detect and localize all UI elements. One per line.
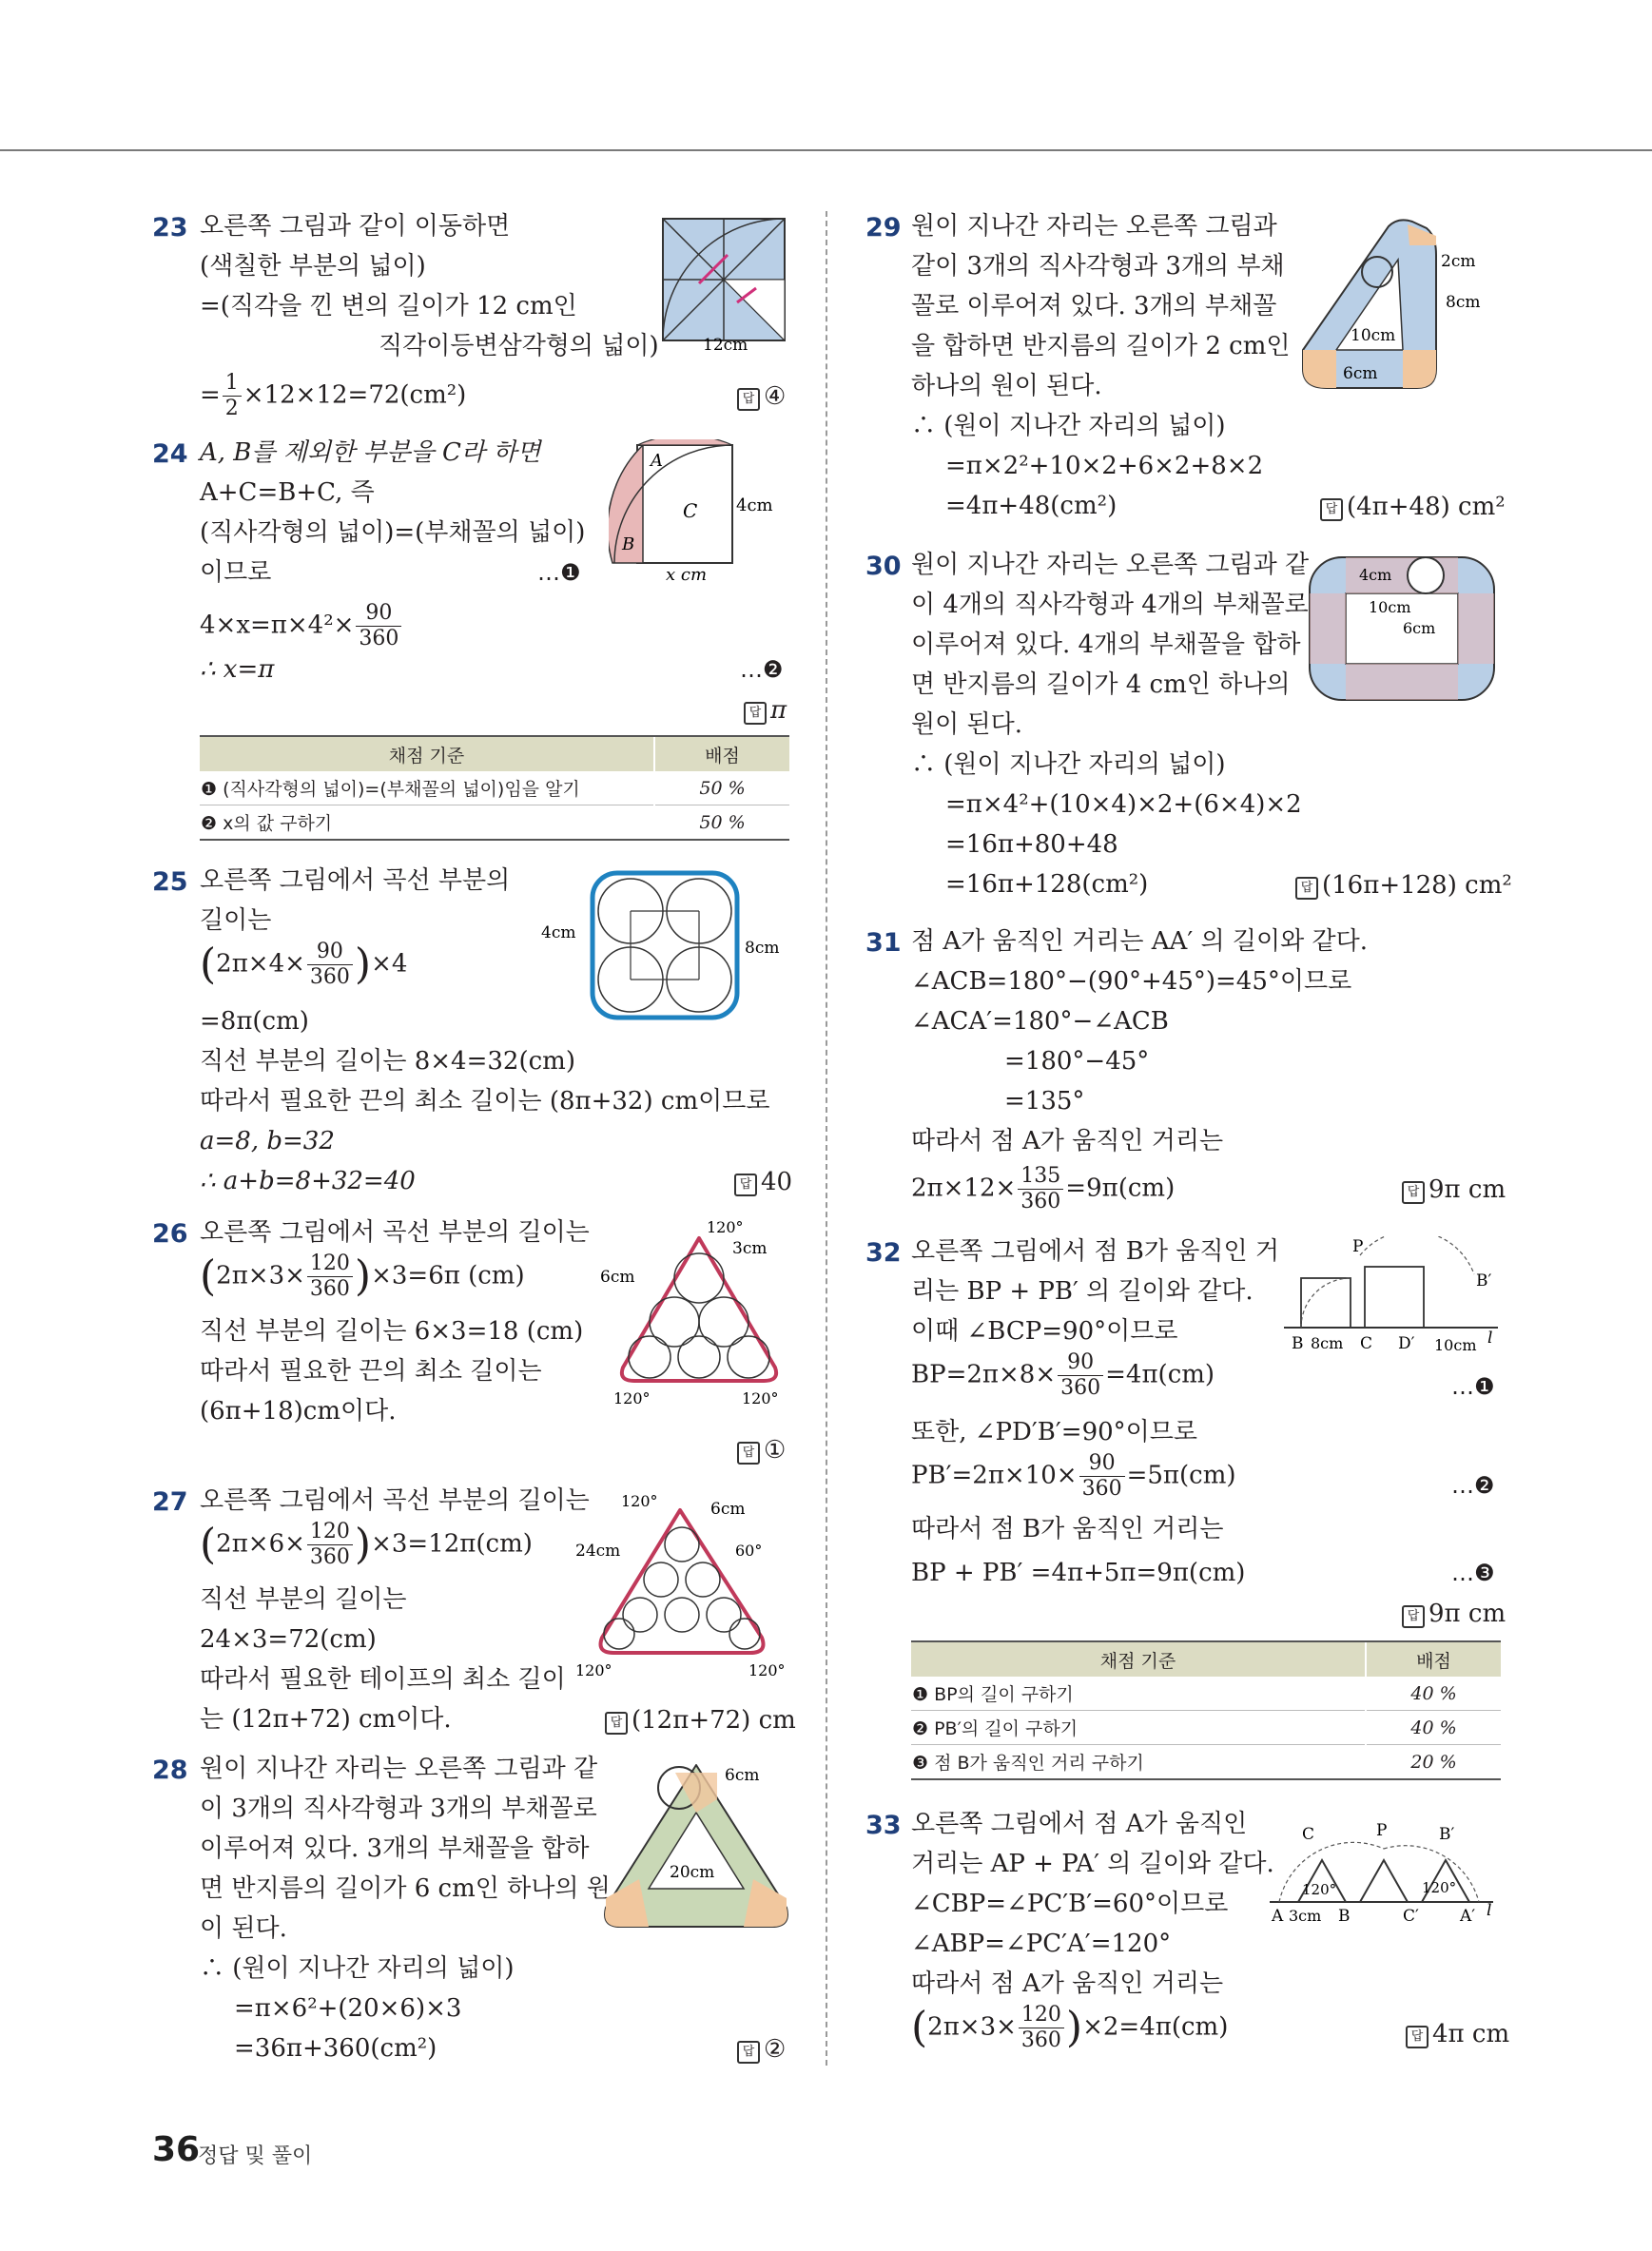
- text-line: 오른쪽 그림에서 곡선 부분의: [200, 866, 511, 895]
- fig-label: 120°: [1422, 1879, 1457, 1896]
- text-line: ∠ABP=∠PC′A′=120°: [911, 1930, 1172, 1958]
- formula-line: 2π×12× $\frac{135}{360}$ =9π(cm): [911, 1164, 1176, 1213]
- text-line: 따라서 필요한 끈의 최소 길이는: [200, 1357, 542, 1386]
- text-line: =135°: [1004, 1087, 1085, 1116]
- table-row: [200, 805, 789, 841]
- formula-line: (2π×3× $\frac{120}{360}$ )×2=4π(cm): [911, 2003, 1229, 2052]
- problem-number: 31: [865, 928, 902, 958]
- fig-label: 120°: [748, 1661, 786, 1679]
- text-line: ∴ (원이 지나간 자리의 넓이): [911, 750, 1226, 779]
- text-line: 는 (12π+72) cm이다.: [200, 1705, 452, 1734]
- table-cell: 50 %: [654, 805, 789, 841]
- text-line: 이루어져 있다. 4개의 부채꼴을 합하: [911, 631, 1301, 659]
- formula-line: (2π×3× $\frac{120}{360}$ )×3=6π (cm): [200, 1252, 525, 1301]
- fig-label: 4cm: [541, 923, 576, 942]
- text-line: ∴ a+b=8+32=40: [200, 1167, 416, 1195]
- figure-32: [1284, 1236, 1503, 1360]
- column-divider: [826, 211, 827, 2066]
- fig-label: P: [1376, 1821, 1388, 1840]
- text-line: 오른쪽 그림에서 곡선 부분의 길이는: [200, 1218, 590, 1247]
- fig-label: A: [1272, 1907, 1284, 1926]
- figure-27: [575, 1489, 804, 1679]
- text-line: 이때 ∠BCP=90°이므로: [911, 1317, 1178, 1346]
- text-line: 리는 BP + PB′ 의 길이와 같다.: [911, 1277, 1254, 1306]
- problem-number: 30: [865, 552, 902, 581]
- table-header: 배점: [654, 736, 789, 771]
- fig-label: D′: [1398, 1334, 1415, 1353]
- problem-number: 24: [152, 439, 188, 469]
- text-line: 이 4개의 직사각형과 4개의 부채꼴로: [911, 591, 1309, 619]
- fig-label: 10cm: [1434, 1336, 1477, 1354]
- text-line: =8π(cm): [200, 1007, 309, 1036]
- page-number: 36: [152, 2130, 201, 2169]
- text-line: 원이 지나간 자리는 오른쪽 그림과: [911, 212, 1277, 241]
- fig-label: C: [1360, 1334, 1373, 1353]
- fig-label: B′: [1476, 1271, 1492, 1290]
- text-line: (직사각형의 넓이)=(부채꼴의 넓이): [200, 518, 586, 547]
- text-line: 거리는 AP + PA′ 의 길이와 같다.: [911, 1850, 1274, 1878]
- formula-line: 4×x=π×4²× $\frac{90}{360}$: [200, 603, 403, 650]
- text-line: ∠CBP=∠PC′B′=60°이므로: [911, 1890, 1229, 1918]
- fig-label: C: [1302, 1825, 1315, 1844]
- text-line: (6π+18)cm이다.: [200, 1397, 397, 1426]
- fig-label: 6cm: [1403, 619, 1436, 637]
- problem-number: 32: [865, 1238, 902, 1268]
- answer: 답 9π cm: [1402, 1175, 1506, 1204]
- text-line: 오른쪽 그림에서 곡선 부분의 길이는: [200, 1486, 590, 1515]
- formula-line: PB′=2π×10× $\frac{90}{360}$ =5π(cm): [911, 1451, 1236, 1501]
- text-line: 면 반지름의 길이가 6 cm인 하나의 원: [200, 1874, 611, 1903]
- step-marker: …❷: [740, 656, 784, 683]
- text-line: 면 반지름의 길이가 4 cm인 하나의: [911, 670, 1291, 699]
- text-line: 하나의 원이 된다.: [911, 372, 1102, 400]
- scoring-table: [200, 735, 789, 841]
- answer: 답 ②: [737, 2035, 786, 2064]
- text-line: 원이 지나간 자리는 오른쪽 그림과 같: [911, 551, 1310, 579]
- fig-label: B: [622, 534, 635, 554]
- fig-label: 10cm: [1369, 598, 1411, 616]
- fig-label: C: [683, 499, 698, 522]
- text-line: ∴ (원이 지나간 자리의 넓이): [911, 412, 1226, 440]
- fig-label: 120°: [1302, 1881, 1337, 1898]
- text-line: 이 된다.: [200, 1914, 287, 1943]
- fig-label: 6cm: [1343, 364, 1378, 383]
- fig-label: 3cm: [1289, 1907, 1322, 1925]
- text-line: 원이 된다.: [911, 710, 1022, 739]
- text-line: 따라서 점 A가 움직인 거리는: [911, 1127, 1224, 1155]
- text-line: 직선 부분의 길이는: [200, 1585, 407, 1614]
- step-marker: …❷: [1451, 1472, 1495, 1499]
- figure-29: [1293, 217, 1503, 398]
- answer: 답 ④: [737, 382, 786, 411]
- table-row: [911, 1711, 1501, 1745]
- step-marker: …❶: [1451, 1373, 1495, 1400]
- table-header: 채점 기준: [200, 736, 654, 771]
- answer: 답 4π cm: [1406, 2020, 1509, 2048]
- answer: 답 π: [744, 696, 787, 725]
- figure-28: [592, 1756, 806, 1936]
- problem-number: 27: [152, 1487, 188, 1517]
- text-line: =36π+360(cm²): [234, 2034, 437, 2063]
- fig-label: 4cm: [736, 495, 773, 515]
- figure-30: [1308, 555, 1498, 703]
- text-line: (색칠한 부분의 넓이): [200, 252, 426, 281]
- table-cell: 50 %: [654, 771, 789, 805]
- fig-label: 12cm: [703, 336, 748, 350]
- text-line: =(직각을 낀 변의 길이가 12 cm인: [200, 292, 577, 320]
- text-line: =π×2²+10×2+6×2+8×2: [945, 452, 1264, 480]
- problem-number: 28: [152, 1756, 188, 1785]
- step-marker: …❸: [1451, 1560, 1495, 1586]
- figure-26: [594, 1219, 804, 1409]
- formula-line: BP=2π×8× $\frac{90}{360}$ =4π(cm): [911, 1350, 1215, 1400]
- table-cell: 20 %: [1366, 1745, 1501, 1780]
- figure-24: [609, 439, 799, 582]
- scoring-table: [911, 1640, 1501, 1780]
- table-cell: 40 %: [1366, 1677, 1501, 1711]
- figure-23: [661, 217, 789, 350]
- problem-number: 33: [865, 1811, 902, 1840]
- fig-label: 6cm: [725, 1766, 760, 1785]
- text-line: =4π+48(cm²): [945, 492, 1118, 520]
- text-line: 따라서 점 A가 움직인 거리는: [911, 1970, 1224, 1998]
- fig-label: l: [1487, 1901, 1492, 1920]
- answer: 답 (16π+128) cm²: [1295, 871, 1512, 900]
- table-cell: ❷ PB′의 길이 구하기: [911, 1711, 1366, 1745]
- text-line: ∴ x=π: [200, 655, 275, 684]
- answer: 답 (12π+72) cm: [605, 1706, 796, 1735]
- text-line: 직각이등변삼각형의 넓이): [379, 332, 659, 360]
- fig-label: 10cm: [1351, 326, 1396, 345]
- text-line: =π×6²+(20×6)×3: [234, 1994, 462, 2023]
- answer: 답 40: [734, 1168, 792, 1196]
- text-line: =16π+128(cm²): [945, 870, 1149, 899]
- table-cell: ❸ 점 B가 움직인 거리 구하기: [911, 1745, 1366, 1780]
- fig-label: l: [1487, 1329, 1493, 1348]
- text-line: =16π+80+48: [945, 830, 1118, 859]
- fig-label: 120°: [575, 1661, 612, 1679]
- text-line: 점 A가 움직인 거리는 AA′ 의 길이와 같다.: [911, 927, 1368, 956]
- step-marker: …❶: [537, 559, 581, 586]
- text-line: 을 합하면 반지름의 길이가 2 cm인: [911, 332, 1291, 360]
- text-line: ∴ (원이 지나간 자리의 넓이): [200, 1954, 515, 1983]
- text-line: =180°−45°: [1004, 1047, 1150, 1076]
- fig-label: 120°: [613, 1389, 651, 1407]
- fig-label: 4cm: [1359, 566, 1392, 584]
- footer-label: 정답 및 풀이: [198, 2144, 313, 2168]
- text-line: 또한, ∠PD′B′=90°이므로: [911, 1418, 1198, 1446]
- fig-label: 60°: [735, 1542, 763, 1560]
- table-header: 배점: [1366, 1641, 1501, 1677]
- text-line: 이므로: [200, 558, 272, 587]
- table-cell: ❶ (직사각형의 넓이)=(부채꼴의 넓이)임을 알기: [200, 771, 654, 805]
- problem-number: 26: [152, 1219, 188, 1249]
- fig-label: 20cm: [670, 1863, 715, 1882]
- text-line: 길이는: [200, 906, 272, 935]
- fig-label: A′: [1460, 1907, 1476, 1926]
- text-line: 오른쪽 그림에서 점 A가 움직인: [911, 1810, 1248, 1838]
- fig-label: 2cm: [1441, 252, 1476, 271]
- answer: 답 ①: [737, 1436, 786, 1465]
- table-row: [911, 1677, 1501, 1711]
- text-line: ∠ACA′=180°−∠ACB: [911, 1007, 1169, 1036]
- fig-label: 6cm: [710, 1500, 746, 1519]
- text-line: 따라서 필요한 테이프의 최소 길이: [200, 1665, 566, 1694]
- fig-label: 6cm: [600, 1268, 635, 1287]
- text-line: a=8, b=32: [200, 1127, 335, 1155]
- fig-label: P: [1352, 1237, 1364, 1256]
- problem-number: 25: [152, 867, 188, 897]
- text-line: 오른쪽 그림에서 점 B가 움직인 거: [911, 1237, 1279, 1266]
- figure-33: [1270, 1811, 1503, 1930]
- text-line: A+C=B+C, 즉: [200, 478, 375, 507]
- table-cell: ❷ x의 값 구하기: [200, 805, 654, 841]
- answer: 답 (4π+48) cm²: [1320, 493, 1506, 521]
- formula-line: (2π×6× $\frac{120}{360}$ )×3=12π(cm): [200, 1520, 533, 1569]
- fig-label: B′: [1439, 1825, 1455, 1844]
- table-cell: 40 %: [1366, 1711, 1501, 1745]
- text-line: =π×4²+(10×4)×2+(6×4)×2: [945, 790, 1302, 819]
- text-line: 따라서 점 B가 움직인 거리는: [911, 1515, 1224, 1543]
- fig-label: B: [1292, 1334, 1304, 1353]
- text-line: 같이 3개의 직사각형과 3개의 부채: [911, 252, 1285, 281]
- text-line: 이루어져 있다. 3개의 부채꼴을 합하: [200, 1834, 590, 1863]
- fig-label: 8cm: [1446, 293, 1481, 312]
- text-line: A, B를 제외한 부분을 C라 하면: [200, 438, 541, 467]
- text-line: 꼴로 이루어져 있다. 3개의 부채꼴: [911, 292, 1277, 320]
- table-row: [200, 771, 789, 805]
- fig-label: 8cm: [1311, 1334, 1344, 1352]
- fig-label: 120°: [742, 1389, 779, 1407]
- fig-label: 24cm: [575, 1542, 621, 1561]
- figure-25: [537, 867, 804, 1029]
- fig-label: C′: [1403, 1907, 1419, 1926]
- fig-label: 8cm: [745, 939, 780, 958]
- fig-label: 120°: [707, 1219, 744, 1236]
- fig-label: 3cm: [732, 1239, 768, 1258]
- top-rule: [0, 149, 1652, 151]
- text-line: 원이 지나간 자리는 오른쪽 그림과 같: [200, 1755, 598, 1783]
- text-line: BP + PB′ =4π+5π=9π(cm): [911, 1559, 1246, 1587]
- text-line: 24×3=72(cm): [200, 1625, 377, 1654]
- formula-line: = $\frac{1}{2}$ ×12×12=72(cm²): [200, 371, 467, 420]
- fig-label: A: [651, 451, 663, 471]
- text-line: 따라서 필요한 끈의 최소 길이는 (8π+32) cm이므로: [200, 1087, 770, 1116]
- text-line: 이 3개의 직사각형과 3개의 부채꼴로: [200, 1795, 597, 1823]
- text-line: ∠ACB=180°−(90°+45°)=45°이므로: [911, 967, 1352, 996]
- table-row: [911, 1745, 1501, 1780]
- problem-number: 29: [865, 213, 902, 243]
- table-cell: ❶ BP의 길이 구하기: [911, 1677, 1366, 1711]
- problem-number: 23: [152, 213, 188, 243]
- fig-label: x cm: [666, 565, 708, 582]
- text-line: 오른쪽 그림과 같이 이동하면: [200, 212, 511, 241]
- text-line: 직선 부분의 길이는 6×3=18 (cm): [200, 1317, 584, 1346]
- fig-label: 120°: [621, 1492, 658, 1510]
- formula-line: (2π×4× $\frac{90}{360}$ )×4: [200, 940, 408, 989]
- table-header: 채점 기준: [911, 1641, 1366, 1677]
- answer: 답 9π cm: [1402, 1600, 1506, 1628]
- text-line: 직선 부분의 길이는 8×4=32(cm): [200, 1047, 575, 1076]
- fig-label: B: [1338, 1907, 1351, 1926]
